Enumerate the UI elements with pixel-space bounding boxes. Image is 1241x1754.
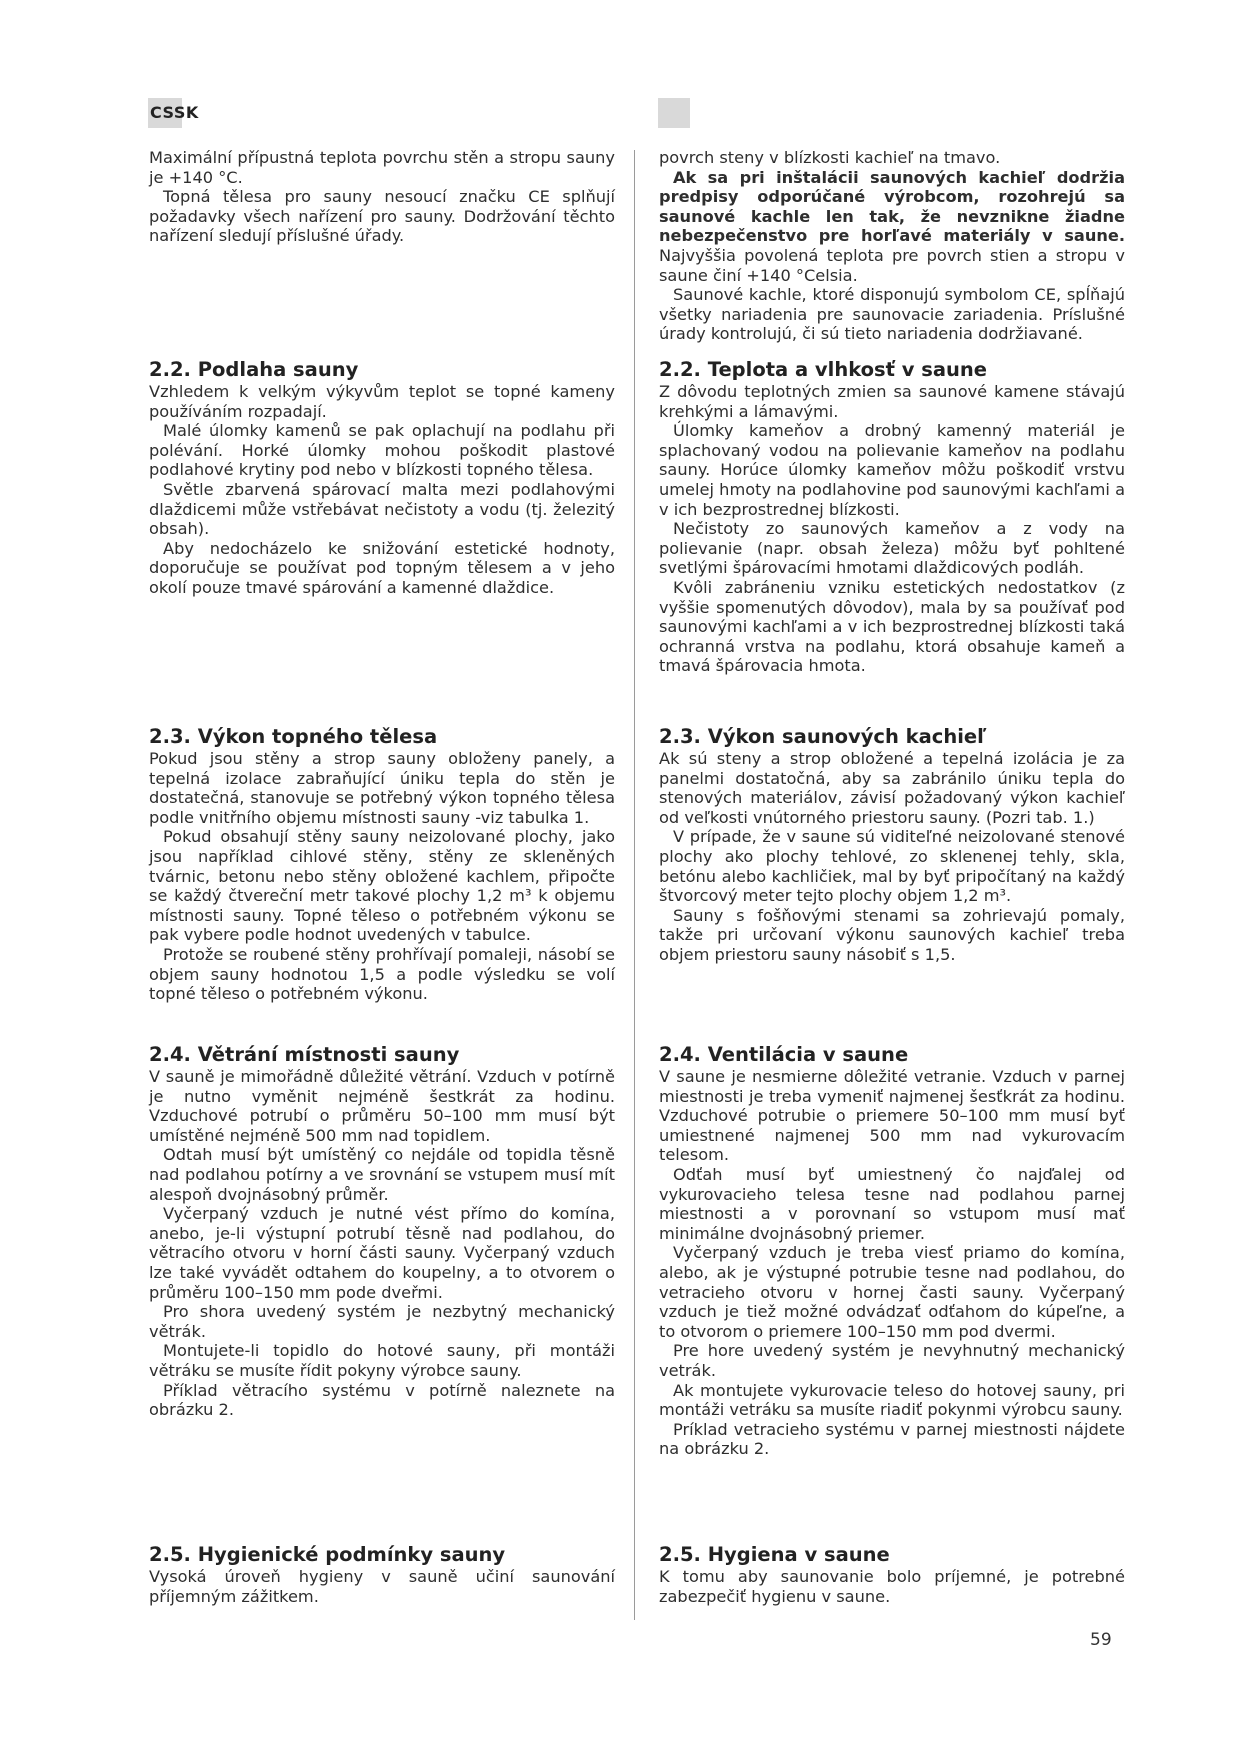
paragraph: Světle zbarvená spárovací malta mezi podlahovými dlaždicemi může vstřebávat nečistoty a vodu (tj. železitý obsah). <box>149 479 615 539</box>
left-section-2-2 <box>149 358 615 598</box>
paragraph: Vyčerpaný vzduch je treba viesť priamo do komína, alebo, ak je výstupné potrubie tesne nad podlahou, do vetracieho otvoru v hornej časti sauny. Vyčerpaný vzduch je tiež možné odvádzať odťahom do kúpeľne, a to otvorom o priemere 100–150 mm pod dvermi. <box>659 1243 1125 1341</box>
paragraph: Kvôli zabráneniu vzniku estetických nedostatkov (z vyššie spomenutých dôvodov), mala by sa používať pod saunovými kachľami a v ich bezprostrednej blízkosti taká ochranná vrstva na podlahu, ktorá obsahuje kameň a tmavá špárovacia hmota. <box>659 577 1125 676</box>
page-number: 59 <box>1090 1630 1112 1650</box>
warning-continuation: Najvyššia povolená teplota pre povrch stien a stropu v saune činí +140 °Celsia. <box>659 245 1125 285</box>
left-section-2-3 <box>149 725 615 1004</box>
section-heading: 2.3. Výkon saunových kachieľ <box>659 725 987 748</box>
section-heading: 2.2. Teplota a vlhkosť v saune <box>659 358 988 381</box>
paragraph: V sauně je mimořádně důležité větrání. Vzduch v potírně je nutno vyměnit nejméně šestkrát za hodinu. Vzduchové potrubí o průměru 50–100 mm musí být umístěné nejméně 500 mm nad topidlem. <box>149 1067 615 1145</box>
right-intro <box>659 148 1125 344</box>
language-tab-blank <box>658 98 690 128</box>
section-heading: 2.4. Větrání místnosti sauny <box>149 1043 460 1066</box>
paragraph: Pre hore uvedený systém je nevyhnutný mechanický vetrák. <box>659 1341 1125 1380</box>
paragraph: povrch steny v blízkosti kachieľ na tmavo. <box>659 148 1001 167</box>
section-heading: 2.5. Hygienické podmínky sauny <box>149 1543 506 1566</box>
paragraph: Saunové kachle, ktoré disponujú symbolom CE, spĺňajú všetky nariadenia pre saunovacie zariadenia. Príslušné úrady kontrolujú, či sú tieto nariadenia dodržiavané. <box>659 285 1125 344</box>
paragraph: Sauny s fošňovými stenami sa zohrievajú pomaly, takže pri určovaní výkonu saunových kachieľ treba objem priestoru sauny násobiť s 1,5. <box>659 905 1125 964</box>
section-heading: 2.3. Výkon topného tělesa <box>149 725 438 748</box>
left-intro <box>149 148 615 246</box>
left-section-2-4 <box>149 1043 615 1420</box>
paragraph: K tomu aby saunovanie bolo príjemné, je potrebné zabezpečiť hygienu v saune. <box>659 1567 1125 1606</box>
paragraph: V saune je nesmierne dôležité vetranie. Vzduch v parnej miestnosti je treba vymeniť najmenej šesťkrát za hodinu. Vzduchové potrubie o priemere 50–100 mm musí byť umiestnené najmenej 500 mm nad vykurovacím telesom. <box>659 1067 1125 1165</box>
paragraph: Topná tělesa pro sauny nesoucí značku CE splňují požadavky všech nařízení pro sauny. Dodržování těchto nařízení sledují příslušné úřady. <box>149 187 615 246</box>
section-heading: 2.2. Podlaha sauny <box>149 358 359 381</box>
right-section-2-4 <box>659 1043 1125 1459</box>
paragraph: Pokud jsou stěny a strop sauny obloženy panely, a tepelná izolace zabraňující úniku tepla do stěn je dostatečná, stanovuje se potřebný výkon topného tělesa podle vnitřního objemu místnosti sauny -viz tabulka 1. <box>149 749 615 827</box>
section-heading: 2.5. Hygiena v saune <box>659 1543 890 1566</box>
paragraph: Ak sú steny a strop obložené a tepelná izolácia je za panelmi dostatočná, aby sa zabránilo úniku tepla do stenových materiálov, závisí požadovaný výkon kachieľ od veľkosti vnútorného priestoru sauny. (Pozri tab. 1.) <box>659 749 1125 827</box>
column-divider <box>634 150 635 1620</box>
paragraph: Ak montujete vykurovacie teleso do hotovej sauny, pri montáži vetráku sa musíte riadiť pokynmi výrobcu sauny. <box>659 1380 1125 1420</box>
paragraph: Pro shora uvedený systém je nezbytný mechanický větrák. <box>149 1302 615 1341</box>
paragraph: Odtah musí být umístěný co nejdále od topidla těsně nad podlahou potírny a ve srovnání se vstupem musí mít alespoň dvojnásobný průměr. <box>149 1145 615 1204</box>
paragraph: Úlomky kameňov a drobný kamenný materiál je splachovaný vodou na polievanie kameňov na podlahu sauny. Horúce úlomky kameňov môžu poškodiť vrstvu umelej hmoty na podlahovine pod saunovými kachľami a v ich bezprostrednej blízkosti. <box>659 421 1125 519</box>
paragraph: Príklad vetracieho systému v parnej miestnosti nájdete na obrázku 2. <box>659 1419 1125 1459</box>
paragraph: Protože se roubené stěny prohřívají pomaleji, násobí se objem sauny hodnotou 1,5 a podle výsledku se volí topné těleso o potřebném výkonu. <box>149 944 615 1004</box>
paragraph: Vyčerpaný vzduch je nutné vést přímo do komína, anebo, je-li výstupní potrubí těsně nad podlahou, do větracího otvoru v horní části sauny. Vyčerpaný vzduch lze také vyvádět odtahem do koupelny, a to otvorem o průměru 100–150 mm pode dveřmi. <box>149 1204 615 1302</box>
paragraph-warning <box>659 168 1125 286</box>
bold-warning: Ak sa pri inštalácii saunových kachieľ dodržia predpisy odporúčané výrobcom, rozohrejú sa saunové kachle len tak, že nevznikne žiadne nebezpečenstvo pre horľavé materiály v saune. <box>659 167 1125 246</box>
paragraph: Maximální přípustná teplota povrchu stěn a stropu sauny je +140 °C. <box>149 148 615 187</box>
paragraph: Malé úlomky kamenů se pak oplachují na podlahu při polévání. Horké úlomky mohou poškodit plastové podlahové krytiny pod nebo v blízkosti topného tělesa. <box>149 421 615 480</box>
language-code: CSSK <box>150 103 199 122</box>
paragraph: Příklad větracího systému v potírně naleznete na obrázku 2. <box>149 1380 615 1420</box>
right-section-2-2 <box>659 358 1125 676</box>
paragraph: Odťah musí byť umiestnený čo najďalej od vykurovacieho telesa tesne nad podlahou parnej miestnosti a v porovnaní so vstupom musí mať minimálne dvojnásobný priemer. <box>659 1164 1125 1243</box>
right-section-2-5 <box>659 1543 1125 1606</box>
paragraph: Vysoká úroveň hygieny v sauně učiní saunování příjemným zážitkem. <box>149 1567 615 1606</box>
language-tab-cs-sk <box>148 98 199 128</box>
paragraph: Vzhledem k velkým výkyvům teplot se topné kameny používáním rozpadají. <box>149 382 615 421</box>
paragraph: Z dôvodu teplotných zmien sa saunové kamene stávajú krehkými a lámavými. <box>659 382 1125 421</box>
paragraph: Montujete-li topidlo do hotové sauny, při montáži větráku se musíte řídit pokyny výrobce sauny. <box>149 1341 615 1380</box>
paragraph: Nečistoty zo saunových kameňov a z vody na polievanie (napr. obsah železa) môžu byť pohltené svetlými špárovacími hmotami dlaždicových podláh. <box>659 519 1125 578</box>
paragraph: Aby nedocházelo ke snižování estetické hodnoty, doporučuje se používat pod topným tělesem a v jeho okolí pouze tmavé spárování a kamenné dlaždice. <box>149 538 615 597</box>
section-heading: 2.4. Ventilácia v saune <box>659 1043 909 1066</box>
left-section-2-5 <box>149 1543 615 1606</box>
right-section-2-3 <box>659 725 1125 965</box>
paragraph: Pokud obsahují stěny sauny neizolované plochy, jako jsou například cihlové stěny, stěny ze skleněných tvárnic, betonu nebo stěny obložené kachlem, připočte se každý čtvereční metr takové plochy 1,2 m³ k objemu místnosti sauny. Topné těleso o potřebném výkonu se pak vybere podle hodnot uvedených v tabulce. <box>149 827 615 945</box>
paragraph: V prípade, že v saune sú viditeľné neizolované stenové plochy ako plochy tehlové, zo sklenenej tehly, skla, betónu alebo kachličiek, mal by byť pripočítaný na každý štvorcový meter tejto plochy objem 1,2 m³. <box>659 827 1125 906</box>
